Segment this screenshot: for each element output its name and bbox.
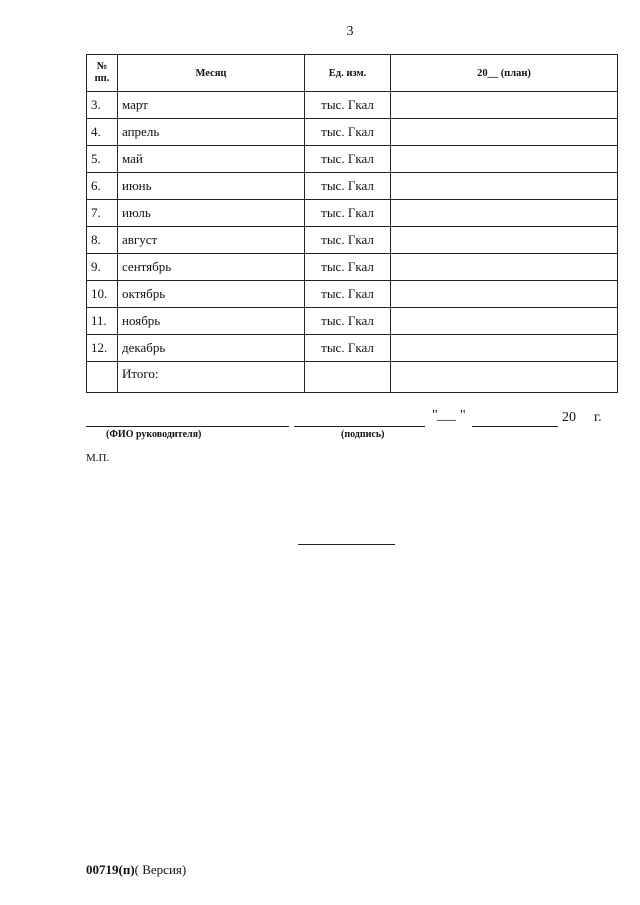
table-header-row xyxy=(87,55,618,92)
row-month: май xyxy=(118,146,305,173)
row-month: октябрь xyxy=(118,281,305,308)
row-unit: тыс. Гкал xyxy=(305,200,391,227)
date-year-prefix: 20 xyxy=(562,410,576,425)
stamp-label: М.П. xyxy=(86,452,110,464)
table-row xyxy=(87,92,618,119)
row-month: апрель xyxy=(118,119,305,146)
table-row xyxy=(87,308,618,335)
row-number: 11. xyxy=(87,308,118,335)
signature-line[interactable] xyxy=(294,426,425,427)
total-plan-field[interactable] xyxy=(391,362,618,393)
caption-manager-name: (ФИО руководителя) xyxy=(106,429,202,440)
section-divider xyxy=(298,544,395,545)
caption-signature: (подпись) xyxy=(341,429,385,440)
row-month: июнь xyxy=(118,173,305,200)
row-plan-field[interactable] xyxy=(391,227,618,254)
row-unit: тыс. Гкал xyxy=(305,173,391,200)
document-version xyxy=(86,862,186,878)
row-number: 8. xyxy=(87,227,118,254)
date-month-line[interactable] xyxy=(472,426,558,427)
row-month: ноябрь xyxy=(118,308,305,335)
version-label: ( Версия) xyxy=(134,862,187,877)
row-unit: тыс. Гкал xyxy=(305,335,391,362)
date-year-suffix: г. xyxy=(594,410,602,425)
total-label: Итого: xyxy=(118,362,305,393)
table-row xyxy=(87,173,618,200)
row-number: 7. xyxy=(87,200,118,227)
table-row xyxy=(87,254,618,281)
table-row xyxy=(87,335,618,362)
manager-name-line[interactable] xyxy=(86,426,289,427)
row-number: 12. xyxy=(87,335,118,362)
header-month: Месяц xyxy=(118,55,305,92)
row-number: 6. xyxy=(87,173,118,200)
row-number: 4. xyxy=(87,119,118,146)
row-plan-field[interactable] xyxy=(391,173,618,200)
row-plan-field[interactable] xyxy=(391,92,618,119)
table-row xyxy=(87,200,618,227)
table-row xyxy=(87,281,618,308)
header-number-line1: № xyxy=(96,61,108,72)
header-number-line2: пп. xyxy=(94,73,110,84)
table-row xyxy=(87,119,618,146)
row-number: 3. xyxy=(87,92,118,119)
row-number: 10. xyxy=(87,281,118,308)
row-unit: тыс. Гкал xyxy=(305,308,391,335)
row-plan-field[interactable] xyxy=(391,335,618,362)
row-number: 9. xyxy=(87,254,118,281)
date-quote-open: " xyxy=(432,408,438,423)
row-plan-field[interactable] xyxy=(391,119,618,146)
row-unit: тыс. Гкал xyxy=(305,119,391,146)
table-row xyxy=(87,146,618,173)
row-plan-field[interactable] xyxy=(391,281,618,308)
row-plan-field[interactable] xyxy=(391,254,618,281)
header-unit: Ед. изм. xyxy=(305,55,391,92)
plan-table xyxy=(86,54,618,393)
row-month: декабрь xyxy=(118,335,305,362)
page-number: 3 xyxy=(346,24,354,39)
row-unit: тыс. Гкал xyxy=(305,254,391,281)
row-unit: тыс. Гкал xyxy=(305,92,391,119)
row-month: август xyxy=(118,227,305,254)
row-unit: тыс. Гкал xyxy=(305,281,391,308)
row-plan-field[interactable] xyxy=(391,146,618,173)
table-row xyxy=(87,227,618,254)
total-unit xyxy=(305,362,391,393)
row-number: 5. xyxy=(87,146,118,173)
row-month: июль xyxy=(118,200,305,227)
document-code: 00719(п) xyxy=(86,862,135,877)
header-plan: 20__ (план) xyxy=(391,55,618,92)
total-row xyxy=(87,362,618,393)
date-day-blank[interactable]: ___ xyxy=(437,408,455,423)
row-unit: тыс. Гкал xyxy=(305,146,391,173)
row-plan-field[interactable] xyxy=(391,200,618,227)
row-month: сентябрь xyxy=(118,254,305,281)
row-plan-field[interactable] xyxy=(391,308,618,335)
total-number xyxy=(87,362,118,393)
header-number xyxy=(87,55,118,92)
date-quote-close: " xyxy=(460,408,466,423)
row-month: март xyxy=(118,92,305,119)
row-unit: тыс. Гкал xyxy=(305,227,391,254)
